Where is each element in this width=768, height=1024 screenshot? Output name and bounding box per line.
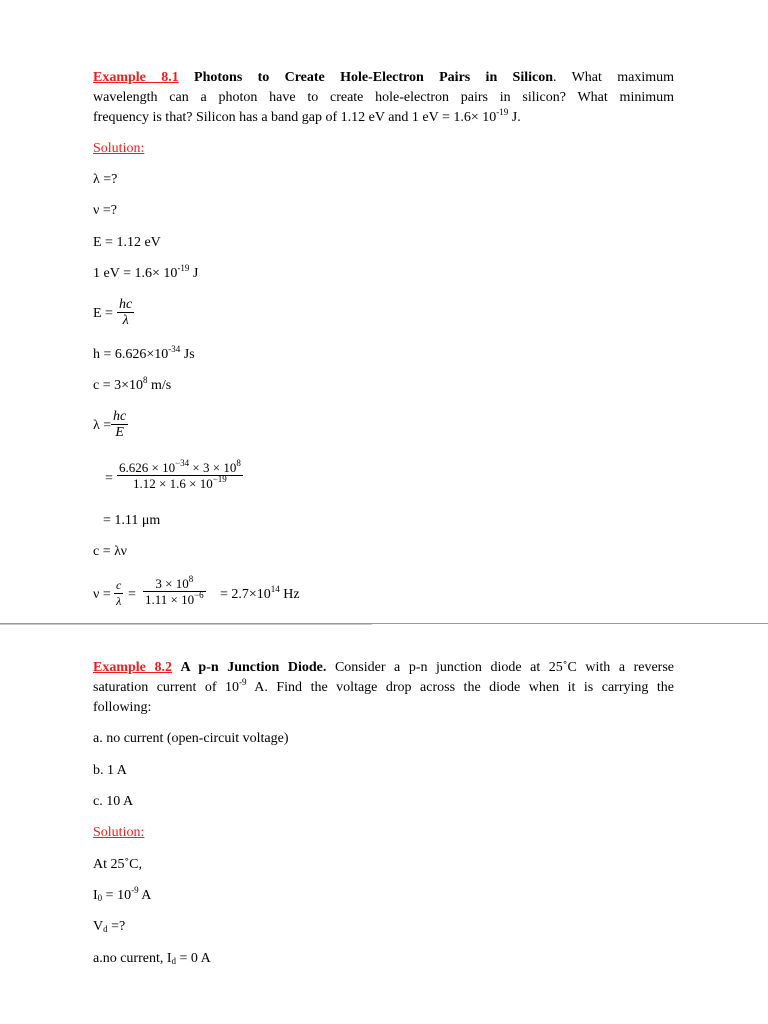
- ex1-calc-num-a-exp: −34: [175, 458, 190, 468]
- ex1-h-pre: h = 6.626×10: [93, 347, 169, 362]
- ex1-calc-den-a: 1.12 × 1.6 × 10: [133, 476, 213, 491]
- ex1-frac2-den: E: [111, 424, 128, 440]
- ex2-solution: Solution:: [93, 825, 145, 840]
- ex1-ev-post: J: [189, 266, 199, 281]
- ex1-eq2: =: [128, 587, 136, 602]
- ex1-lambda-q: λ =?: [93, 172, 118, 187]
- ex1-line2: wavelength can a photon have to create hole-electron pairs in silicon? What minimum: [93, 90, 674, 105]
- ex2-i0-exp: -9: [131, 885, 139, 895]
- ex2-nocur-sub: d: [171, 956, 177, 966]
- ex1-final: [220, 584, 300, 603]
- ex1-final-exp: 14: [270, 584, 280, 594]
- ex1-fraction-c-lambda: [114, 578, 123, 609]
- ex1-line3-exp: -19: [496, 107, 509, 117]
- ex1-final-post: Hz: [279, 587, 300, 602]
- ex2-line2: [93, 677, 674, 696]
- ex2-nocur: [93, 951, 211, 967]
- ex1-ev-exp: -19: [177, 263, 190, 273]
- ex2-i0-mid: = 10: [102, 888, 132, 903]
- ex1-line3: [93, 107, 521, 126]
- ex1-final-num-val: 3 × 10: [155, 576, 189, 591]
- ex1-c-lv: c = λν: [93, 544, 127, 559]
- ex1-fraction-hc-E: [111, 409, 128, 440]
- ex2-at: At 25˚C,: [93, 857, 142, 872]
- ex1-calc-den: [117, 475, 243, 491]
- ex1-c: [93, 375, 172, 394]
- section-divider-shadow: [0, 624, 372, 625]
- ex1-title: Photons to Create Hole-Electron Pairs in Silicon: [194, 70, 554, 85]
- ex2-vd-pre: V: [93, 919, 104, 934]
- ex1-calc-den-a-exp: −19: [212, 474, 227, 484]
- ex1-final-pre: = 2.7×10: [220, 587, 271, 602]
- ex2-label: Example 8.2: [93, 660, 172, 675]
- ex1-nu-q: ν =?: [93, 203, 117, 218]
- ex1-nu-eq: ν =: [93, 587, 111, 602]
- ex2-i0-post: A: [138, 888, 152, 903]
- ex1-frac-den: λ: [117, 312, 134, 328]
- ex1-calc-num: [117, 460, 243, 475]
- ex1-calc-num-b: × 3 × 10: [189, 460, 237, 475]
- ex1-lambda-eq: λ =: [93, 418, 112, 433]
- ex2-line3: following:: [93, 700, 152, 715]
- ex1-final-den-exp: −6: [194, 590, 204, 600]
- ex1-result: = 1.11 μm: [103, 513, 161, 528]
- ex1-c-post: m/s: [147, 378, 172, 393]
- ex1-c-pre: c = 3×10: [93, 378, 144, 393]
- ex1-E-val: E = 1.12 eV: [93, 235, 161, 250]
- ex1-line1: [93, 70, 674, 86]
- ex1-final-den-val: 1.11 × 10: [145, 592, 195, 607]
- ex1-c-exp: 8: [143, 375, 148, 385]
- ex2-line1: [93, 660, 674, 676]
- ex1-frac2-num: hc: [113, 409, 127, 424]
- ex1-h-post: Js: [180, 347, 195, 362]
- ex1-frac3-den: λ: [114, 593, 123, 609]
- ex1-h-exp: -34: [168, 344, 181, 354]
- ex1-calc-num-a: 6.626 × 10: [119, 460, 176, 475]
- ex2-vd-post: =?: [107, 919, 126, 934]
- ex1-final-num-exp: 8: [188, 574, 194, 584]
- ex2-line1-rest: Consider a p-n junction diode at 25˚C with a reverse: [326, 660, 674, 675]
- ex1-ev: [93, 263, 199, 282]
- ex1-E-eq: E =: [93, 306, 113, 321]
- ex2-item-a: a. no current (open-circuit voltage): [93, 731, 289, 746]
- ex1-line3-post: J.: [508, 110, 521, 125]
- ex1-eq-sign: =: [105, 471, 113, 486]
- ex1-final-num: [143, 576, 206, 591]
- ex2-line2-pre: saturation current of 10: [93, 680, 240, 695]
- ex2-i0-sub: 0: [97, 893, 103, 903]
- ex2-title: A p-n Junction Diode.: [180, 660, 327, 675]
- ex2-item-c: c. 10 A: [93, 794, 134, 809]
- ex2-line2-post: A. Find the voltage drop across the diode when it is carrying the: [246, 680, 674, 695]
- ex1-label: Example 8.1: [93, 70, 179, 85]
- ex2-i0-pre: I: [93, 888, 98, 903]
- ex1-h: [93, 344, 195, 363]
- ex2-nocur-pre: a.no current, I: [93, 951, 172, 966]
- ex2-item-b: b. 1 A: [93, 763, 127, 778]
- ex1-frac3-num: c: [116, 578, 122, 592]
- ex1-line3-pre: frequency is that? Silicon has a band gap of 1.12 eV and 1 eV = 1.6× 10: [93, 110, 497, 125]
- ex1-line1-rest: . What maximum: [553, 70, 675, 85]
- ex1-fraction-final: [143, 576, 206, 607]
- ex1-calc-num-b-exp: 8: [236, 458, 241, 468]
- ex1-ev-pre: 1 eV = 1.6× 10: [93, 266, 178, 281]
- ex2-line2-exp: -9: [239, 677, 247, 687]
- ex1-final-den: [143, 591, 206, 607]
- ex2-vd-sub: d: [103, 924, 108, 934]
- ex2-nocur-post: = 0 A: [176, 951, 211, 966]
- ex1-fraction-hc-lambda: [117, 297, 134, 328]
- ex1-frac-num: hc: [119, 297, 133, 312]
- ex2-i0: [93, 885, 152, 904]
- ex1-fraction-calc: [117, 460, 243, 491]
- ex1-solution: Solution:: [93, 141, 145, 156]
- ex2-vd: [93, 919, 125, 935]
